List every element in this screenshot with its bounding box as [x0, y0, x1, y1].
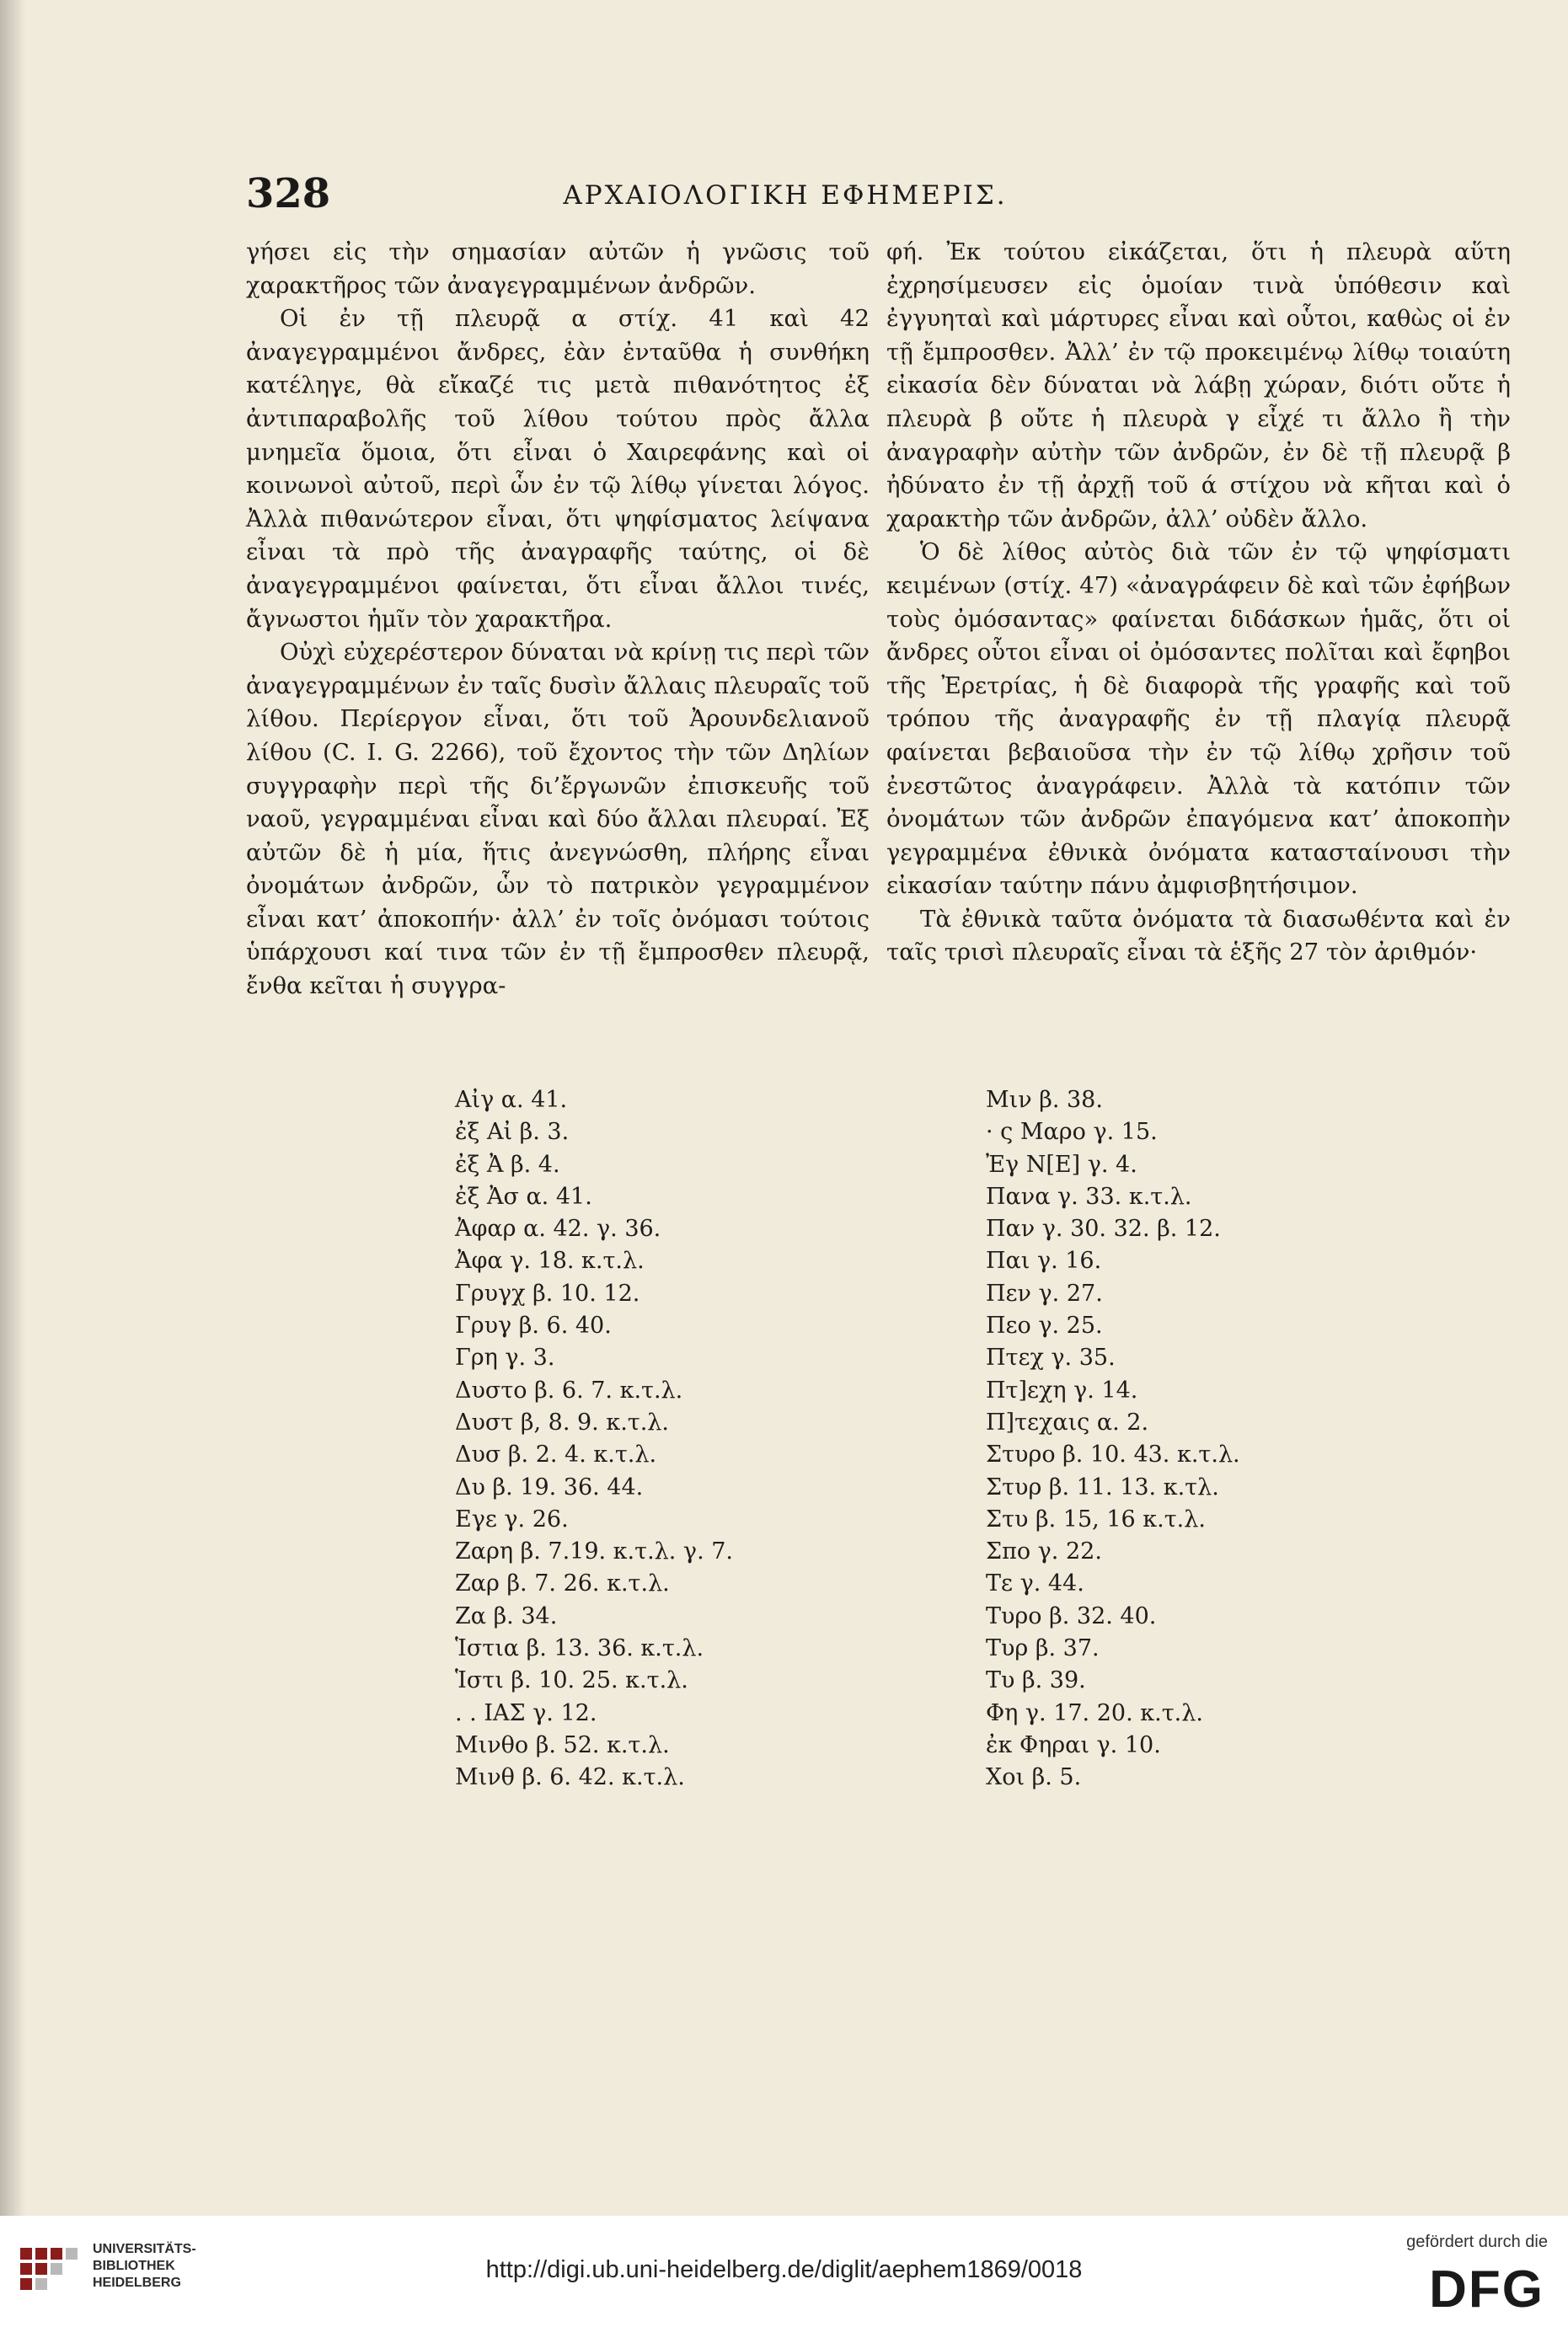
right-text-column — [886, 236, 1511, 970]
page-number: 328 — [246, 170, 331, 217]
list-item: Στυρο β. 10. 43. κ.τ.λ. — [986, 1442, 1240, 1468]
list-item: Ζαρ β. 7. 26. κ.τ.λ. — [455, 1570, 670, 1597]
list-item: Ζαρη β. 7.19. κ.τ.λ. γ. 7. — [455, 1538, 733, 1565]
dfg-logo: DFG — [1429, 2260, 1544, 2319]
running-title: ΑΡΧΑΙΟΛΟΓΙΚΗ ΕΦΗΜΕΡΙΣ. — [563, 180, 1008, 211]
list-item: Ζα β. 34. — [455, 1602, 558, 1629]
paragraph: γήσει εἰς τὴν σημασίαν αὐτῶν ἡ γνῶσις τοῦ χαρακτῆρος τῶν ἀναγεγραμμένων ἀνδρῶν. — [246, 238, 870, 299]
list-item: Π]τεχαις α. 2. — [986, 1409, 1149, 1436]
ethnic-names-list-right — [986, 1084, 1357, 1795]
list-item: Τυρο β. 32. 40. — [986, 1602, 1157, 1629]
list-item: Μιν β. 38. — [986, 1087, 1103, 1113]
left-text-column — [246, 236, 870, 1003]
paragraph: Οὐχὶ εὐχερέστερον δύναται νὰ κρίνῃ τις περὶ τῶν ἀναγεγραμμένων ἐν ταῖς δυσὶν ἄλλαις πλευραῖς τοῦ λίθου. Περίεργον εἶναι, ὅτι τοῦ Ἀρουνδελιανοῦ λίθου (C. I. G. 2266), τοῦ ἔχοντος τὴν τῶν Δηλίων συγγραφὴν περὶ τῆς δι’ἔργωνῶν ἐπισκευῆς τοῦ ναοῦ, γεγραμμέναι εἶναι καὶ δύο ἄλλαι πλευραί. Ἐξ αὐτῶν δὲ ἡ μία, ἥτις ἀνεγνώσθη, πλήρης εἶναι ὀνομάτων ἀνδρῶν, ὧν τὸ πατρικὸν γεγραμμένον εἶναι κατ’ ἀποκοπήν· ἀλλ’ ἐν τοῖς ὀνόμασι τούτοις ὑπάρχουσι καί τινα τῶν ἐν τῇ ἔμπροσθεν πλευρᾷ, ἔνθα κεῖται ἡ συγγρα- — [246, 639, 870, 1000]
list-item: Δυ β. 19. 36. 44. — [455, 1474, 644, 1501]
list-item: Δυστο β. 6. 7. κ.τ.λ. — [455, 1377, 683, 1404]
list-item: Τε γ. 44. — [986, 1570, 1084, 1597]
paragraph: φή. Ἐκ τούτου εἰκάζεται, ὅτι ἡ πλευρὰ αὕτη ἐχρησίμευσεν εἰς ὁμοίαν τινὰ ὑπόθεσιν καὶ ἐγγυηταὶ καὶ μάρτυρες εἶναι καὶ οὗτοι, καθὼς οἱ ἐν τῇ ἔμπροσθεν. Ἀλλ’ ἐν τῷ προκειμένῳ λίθῳ τοιαύτη εἰκασία δὲν δύναται νὰ λάβῃ χώραν, διότι οὔτε ἡ πλευρὰ β οὔτε ἡ πλευρὰ γ εἶχέ τι ἄλλο ἢ τὴν ἀναγραφὴν αὐτὴν τῶν ἀνδρῶν, ἐν δὲ τῇ πλευρᾷ β ἠδύνατο ἐν τῇ ἀρχῇ τοῦ ά στίχου νὰ κῆται καὶ ὁ χαρακτὴρ τῶν ἀνδρῶν, ἀλλ’ οὐδὲν ἄλλο. — [886, 238, 1511, 532]
list-item: Γρη γ. 3. — [455, 1345, 555, 1372]
list-item: ἐξ Ἀ β. 4. — [455, 1151, 560, 1178]
list-item: Ἀφαρ α. 42. γ. 36. — [455, 1216, 661, 1243]
list-item: · ς Μαρο γ. 15. — [986, 1119, 1158, 1146]
list-item: Παι γ. 16. — [986, 1248, 1102, 1275]
paragraph: Οἱ ἐν τῇ πλευρᾷ α στίχ. 41 καὶ 42 ἀναγεγραμμένοι ἄνδρες, ἐὰν ἐνταῦθα ἡ συνθήκη κατέληγε, θὰ εἴκαζέ τις μετὰ πιθανότητος ἐξ ἀντιπαραβολῆς τοῦ λίθου τούτου πρὸς ἄλλα μνημεῖα ὅμοια, ὅτι εἶναι ὁ Χαιρεφάνης καὶ οἱ κοινωνοὶ αὐτοῦ, περὶ ὧν ἐν τῷ λίθῳ γίνεται λόγος. Ἀλλὰ πιθανώτερον εἶναι, ὅτι ψηφίσματος λείψανα εἶναι τὰ πρὸ τῆς ἀναγραφῆς ταύτης, οἱ δὲ ἀναγεγραμμένοι φαίνεται, ὅτι εἶναι ἄλλοι τινές, ἄγνωστοι ἡμῖν τὸν χαρακτῆρα. — [246, 305, 870, 633]
funding-label: gefördert durch die — [1406, 2233, 1548, 2251]
list-item: Ἀφα γ. 18. κ.τ.λ. — [455, 1248, 645, 1275]
list-item: Πεο γ. 25. — [986, 1313, 1103, 1340]
list-item: Πτ]εχη γ. 14. — [986, 1377, 1138, 1404]
list-item: Πτεχ γ. 35. — [986, 1345, 1116, 1372]
library-line-3: HEIDELBERG — [93, 2276, 181, 2290]
list-item: Ἱστι β. 10. 25. κ.τ.λ. — [455, 1667, 688, 1694]
list-item: Ἱστια β. 13. 36. κ.τ.λ. — [455, 1635, 704, 1662]
list-item: Εγε γ. 26. — [455, 1506, 569, 1533]
list-item: . . ΙΑΣ γ. 12. — [455, 1699, 597, 1726]
list-item: Στυρ β. 11. 13. κ.τλ. — [986, 1474, 1219, 1501]
digitization-footer — [0, 2216, 1568, 2327]
list-item: Σπο γ. 22. — [986, 1538, 1102, 1565]
list-item: Στυ β. 15, 16 κ.τ.λ. — [986, 1506, 1206, 1533]
list-item: Πεν γ. 27. — [986, 1280, 1103, 1307]
page-header — [246, 170, 1325, 229]
list-item: Δυστ β, 8. 9. κ.τ.λ. — [455, 1409, 669, 1436]
permalink-url[interactable]: http://digi.ub.uni-heidelberg.de/diglit/aephem1869/0018 — [485, 2256, 1083, 2283]
list-item: Ἐγ Ν[Ε] γ. 4. — [986, 1151, 1137, 1178]
list-item: Γρυγχ β. 10. 12. — [455, 1280, 640, 1307]
library-line-2: BIBLIOTHEK — [93, 2259, 175, 2273]
list-item: Αἰγ α. 41. — [455, 1087, 568, 1113]
list-item: Δυσ β. 2. 4. κ.τ.λ. — [455, 1442, 657, 1468]
list-item: ἐξ Αἰ β. 3. — [455, 1119, 570, 1146]
list-item: Παν γ. 30. 32. β. 12. — [986, 1216, 1221, 1243]
list-item: Γρυγ β. 6. 40. — [455, 1313, 612, 1340]
paragraph: Ὁ δὲ λίθος αὐτὸς διὰ τῶν ἐν τῷ ψηφίσματι κειμένων (στίχ. 47) «ἀναγράφειν δὲ καὶ τῶν ἐφήβων τοὺς ὀμόσαντας» φαίνεται διδάσκων ἡμᾶς, ὅτι οἱ ἄνδρες οὗτοι εἶναι οἱ ὀμόσαντες πολῖται καὶ ἔφηβοι τῆς Ἐρετρίας, ἡ δὲ διαφορὰ τῆς γραφῆς καὶ τοῦ τρόπου τῆς ἀναγραφῆς ἐν τῇ πλαγίᾳ πλευρᾷ φαίνεται βεβαιοῦσα τὴν ἐν τῷ λίθῳ χρῆσιν τοῦ ἐνεστῶτος ἀναγράφειν. Ἀλλὰ τὰ κατόπιν τῶν ὀνομάτων τῶν ἀνδρῶν ἐπαγόμενα κατ’ ἀποκοπὴν γεγραμμένα ἐθνικὰ ὀνόματα κατασταίνουσι τὴν εἰκασίαν ταύτην πάνυ ἀμφισβητήσιμον. — [886, 538, 1511, 900]
list-item: Μινθ β. 6. 42. κ.τ.λ. — [455, 1764, 685, 1791]
list-item: Πανα γ. 33. κ.τ.λ. — [986, 1183, 1192, 1210]
list-item: ἐξ Ἀσ α. 41. — [455, 1183, 592, 1210]
paragraph: Τὰ ἐθνικὰ ταῦτα ὀνόματα τὰ διασωθέντα καὶ ἐν ταῖς τρισὶ πλευραῖς εἶναι τὰ ἑξῆς 27 τὸν ἀριθμόν· — [886, 905, 1511, 966]
library-line-1: UNIVERSITÄTS- — [93, 2242, 196, 2256]
ethnic-names-list-left — [455, 1084, 809, 1795]
list-item: Φη γ. 17. 20. κ.τ.λ. — [986, 1699, 1203, 1726]
list-item: ἐκ Φηραι γ. 10. — [986, 1731, 1161, 1758]
list-item: Τυρ β. 37. — [986, 1635, 1100, 1662]
list-item: Μινθο β. 52. κ.τ.λ. — [455, 1731, 670, 1758]
list-item: Χοι β. 5. — [986, 1764, 1082, 1791]
list-item: Τυ β. 39. — [986, 1667, 1086, 1694]
